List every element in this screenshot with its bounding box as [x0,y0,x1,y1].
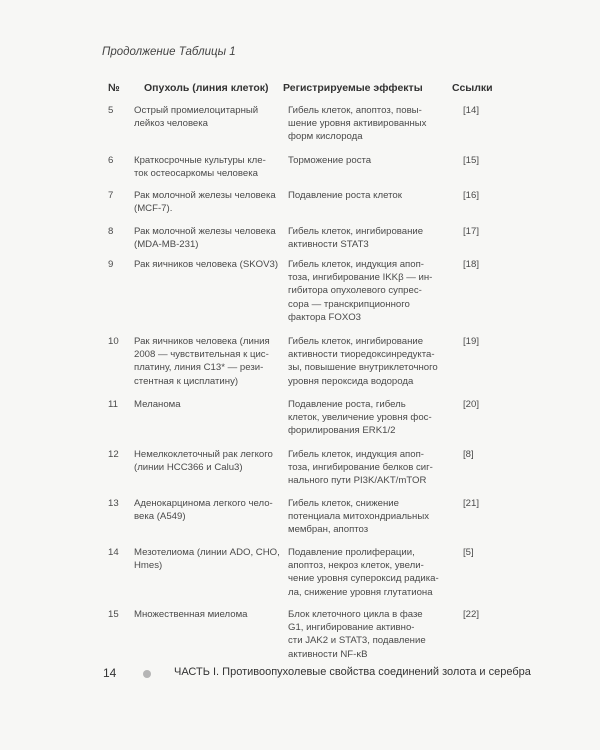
row-tumor [134,189,284,215]
effects-line: активности NF-κB [288,648,368,660]
row-number: 15 [108,609,119,620]
tumor-line: Hmes) [134,560,163,572]
effects-line: Блок клеточного цикла в фазе [288,609,423,620]
tumor-line: (MDA-MB-231) [134,239,199,251]
row-number: 5 [108,105,114,116]
effects-line: потенциала митохондриальных [288,511,430,523]
effects-line: активности STAT3 [288,239,369,251]
page-footer [0,666,600,686]
effects-line: Гибель клеток, индукция апоп- [288,449,424,460]
row-reference: [8] [463,449,474,460]
effects-line: ла, снижение уровня глутатиона [288,586,433,598]
bullet-dot-icon [143,670,151,678]
effects-line: сти JAK2 и STAT3, подавление [288,635,426,647]
row-reference: [17] [463,226,480,237]
row-number: 9 [108,259,114,270]
tumor-line: Рак молочной железы человека [134,226,276,237]
row-effects [288,335,448,388]
effects-line: Гибель клеток, апоптоз, повы- [288,105,422,116]
effects-line: форм кислорода [288,131,363,143]
row-effects [288,189,448,202]
row-effects [288,398,448,438]
tumor-line: 2008 — чувствительная к цис- [134,349,269,361]
header-number: № [108,82,120,94]
row-effects [288,258,448,324]
row-effects [288,154,448,167]
effects-line: сора — транскрипционного [288,298,410,310]
row-number: 10 [108,336,119,347]
tumor-line: века (A549) [134,511,186,523]
row-reference: [14] [463,105,480,116]
effects-line: Торможение роста [288,155,372,166]
tumor-line: Множественная миелома [134,609,248,620]
tumor-line: (линии HCC366 и Calu3) [134,462,243,474]
tumor-line: платину, линия C13* — рези- [134,362,264,374]
effects-line: фактора FOXO3 [288,311,362,323]
row-reference: [18] [463,259,480,270]
effects-line: Гибель клеток, снижение [288,498,399,509]
row-tumor [134,225,284,251]
row-reference: [19] [463,336,480,347]
tumor-line: Мезотелиома (линии ADO, CHO, [134,547,280,558]
row-number: 14 [108,547,119,558]
row-tumor [134,608,284,621]
effects-line: G1, ингибирование активно- [288,622,415,634]
row-tumor [134,104,284,130]
effects-line: Подавление пролиферации, [288,547,415,558]
effects-line: апоптоз, некроз клеток, увели- [288,560,424,572]
header-references: Ссылки [452,82,493,94]
row-number: 12 [108,449,119,460]
tumor-line: Рак молочной железы человека [134,190,276,201]
row-number: 6 [108,155,114,166]
row-tumor [134,335,284,388]
tumor-line: Острый промиелоцитарный [134,105,259,116]
tumor-line: (MCF-7). [134,203,173,215]
row-effects [288,104,448,144]
header-effects: Регистрируемые эффекты [283,82,423,94]
row-effects [288,546,448,599]
effects-line: нального пути PI3K/AKT/mTOR [288,475,427,487]
effects-line: Подавление роста клеток [288,190,402,201]
effects-line: Гибель клеток, ингибирование [288,226,424,237]
tumor-line: лейкоз человека [134,118,209,130]
tumor-line: Рак яичников человека (линия [134,336,270,347]
tumor-line: Меланома [134,399,181,410]
effects-line: Гибель клеток, индукция апоп- [288,259,424,270]
effects-line: гибитора опухолевого супрес- [288,285,422,297]
effects-line: активности тиоредоксинредукта- [288,349,435,361]
effects-line: уровня пероксида водорода [288,375,414,387]
row-reference: [5] [463,547,474,558]
row-tumor [134,448,284,474]
row-effects [288,497,448,537]
tumor-line: Краткосрочные культуры кле- [134,155,266,166]
row-reference: [20] [463,399,480,410]
row-reference: [21] [463,498,480,509]
row-number: 7 [108,190,114,201]
effects-line: клеток, увеличение уровня фос- [288,412,432,424]
row-tumor [134,398,284,411]
row-number: 13 [108,498,119,509]
effects-line: тоза, ингибирование IKKβ — ин- [288,272,433,284]
tumor-line: Немелкоклеточный рак легкого [134,449,273,460]
row-tumor [134,497,284,523]
table-caption: Продолжение Таблицы 1 [102,46,236,58]
effects-line: Гибель клеток, ингибирование [288,336,424,347]
row-effects [288,608,448,661]
tumor-line: Аденокарцинома легкого чело- [134,498,273,509]
row-number: 11 [108,399,118,410]
row-effects [288,448,448,488]
effects-line: форилирования ERK1/2 [288,425,396,437]
row-tumor [134,154,284,180]
page-number: 14 [103,666,117,680]
row-effects [288,225,448,251]
tumor-line: стентная к цисплатину) [134,375,239,387]
effects-line: тоза, ингибирование белков сиг- [288,462,433,474]
row-reference: [15] [463,155,480,166]
tumor-line: ток остеосаркомы человека [134,168,258,180]
row-tumor [134,258,284,271]
effects-line: зы, повышение внутриклеточного [288,362,438,374]
running-footer-title: ЧАСТЬ I. Противоопухолевые свойства соединений золота и серебра [174,666,531,678]
row-number: 8 [108,226,114,237]
row-tumor [134,546,284,572]
row-reference: [22] [463,609,480,620]
effects-line: чение уровня супероксид радика- [288,573,439,585]
effects-line: шение уровня активированных [288,118,427,130]
tumor-line: Рак яичников человека (SKOV3) [134,259,279,270]
header-tumor: Опухоль (линия клеток) [144,82,269,94]
effects-line: мембран, апоптоз [288,524,369,536]
effects-line: Подавление роста, гибель [288,399,406,410]
row-reference: [16] [463,190,480,201]
